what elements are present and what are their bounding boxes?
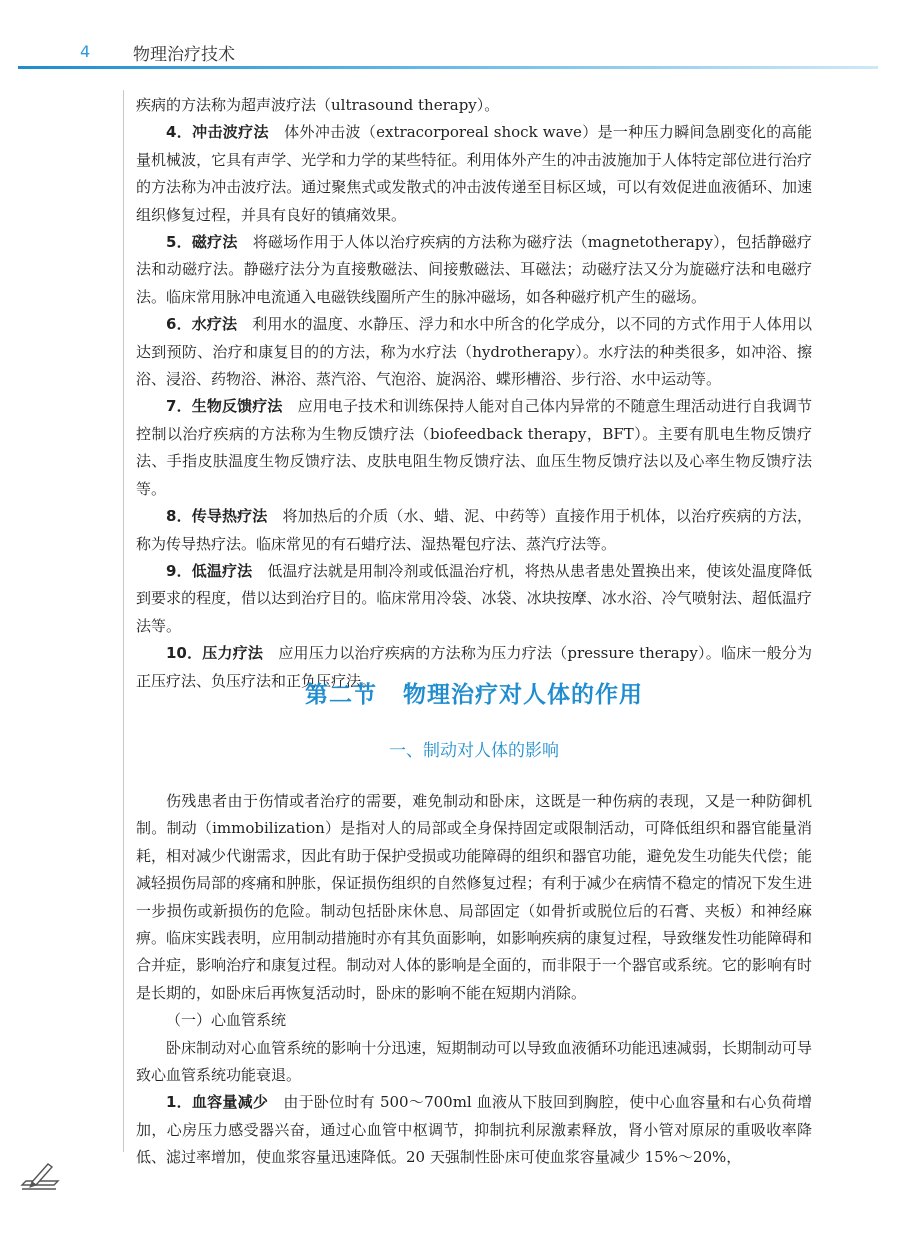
pen-on-paper-icon [18,1158,62,1192]
paragraph-conductive-heat [136,503,812,558]
header-rule [18,66,878,69]
text-biofeedback: 应用电子技术和训练保持人能对自己体内异常的不随意生理活动进行自我调节控制以治疗疾病的方法称为生物反馈疗法（biofeedback therapy，BFT）。主要有肌电生物反馈疗法、手指皮肤温度生物反馈疗法、皮肤电阻生物反馈疗法、血压生物反馈疗法以及心率生物反馈疗法等。 [136,397,812,498]
text-conductive-heat: 将加热后的介质（水、蜡、泥、中药等）直接作用于机体，以治疗疾病的方法，称为传导热疗法。临床常见的有石蜡疗法、湿热罨包疗法、蒸汽疗法等。 [136,507,812,553]
page-header [0,0,900,68]
intro-paragraph: 伤残患者由于伤情或者治疗的需要，难免制动和卧床，这既是一种伤病的表现，又是一种防御机制。制动（immobilization）是指对人的局部或全身保持固定或限制活动，可降低组织和器官能量消耗，相对减少代谢需求，因此有助于保护受损或功能障碍的组织和器官功能，避免发生功能失代偿；能减轻损伤局部的疼痛和肿胀，保证损伤组织的自然修复过程；有利于减少在病情不稳定的情况下发生进一步损伤或新损伤的危险。制动包括卧床休息、局部固定（如骨折或脱位后的石膏、夹板）和神经麻痹。临床实践表明，应用制动措施时亦有其负面影响，如影响疾病的康复过程，导致继发性功能障碍和合并症，影响治疗和康复过程。制动对人体的影响是全面的，而非限于一个器官或系统。它的影响有时是长期的，如卧床后再恢复活动时，卧床的影响不能在短期内消除。 [136,792,812,1002]
blood-volume-paragraph [136,1089,812,1171]
section-heading [136,676,812,709]
text-blood-volume: 由于卧位时有 500～700ml 血液从下肢回到胸腔，使中心血容量和右心负荷增加，心房压力感受器兴奋，通过心血管中枢调节，抑制抗利尿激素释放，肾小管对原尿的重吸收率降低、滤过率增加，使血浆容量迅速降低。20 天强制性卧床可使血浆容量减少 15%～20%， [136,1093,812,1167]
body-text-block [136,788,812,1172]
paragraph-biofeedback [136,393,812,503]
paragraph-shockwave [136,119,812,229]
paragraph-hydrotherapy [136,311,812,393]
section-number: 第二节 [305,682,377,708]
text-magnetotherapy: 将磁场作用于人体以治疗疾病的方法称为磁疗法（magnetotherapy），包括静磁疗法和动磁疗法。静磁疗法分为直接敷磁法、间接敷磁法、耳磁法；动磁疗法又分为旋磁疗法和电磁疗法。临床常用脉冲电流通入电磁铁线圈所产生的脉冲磁场，如各种磁疗机产生的磁场。 [136,233,813,306]
margin-rule [123,90,124,1152]
term-shockwave: 4．冲击波疗法 [166,123,269,142]
term-pressure-therapy: 10．压力疗法 [166,644,264,663]
running-title: 物理治疗技术 [133,45,235,65]
text-shockwave: 体外冲击波（extracorporeal shock wave）是一种压力瞬间急剧变化的高能量机械波，它具有声学、光学和力学的某些特征。利用体外产生的冲击波施加于人体特定部位进行治疗的方法称为冲击波疗法。通过聚焦式或发散式的冲击波传递至目标区域，可以有效促进血液循环、加速组织修复过程，并具有良好的镇痛效果。 [136,123,812,224]
section-title: 物理治疗对人体的作用 [403,682,643,708]
term-biofeedback: 7．生物反馈疗法 [166,397,283,416]
top-text-block [136,92,812,695]
term-conductive-heat: 8．传导热疗法 [166,507,268,526]
text-hydrotherapy: 利用水的温度、水静压、浮力和水中所含的化学成分，以不同的方式作用于人体用以达到预防、治疗和康复目的的方法，称为水疗法（hydrotherapy）。水疗法的种类很多，如冲浴、擦浴、浸浴、药物浴、淋浴、蒸汽浴、气泡浴、旋涡浴、蝶形槽浴、步行浴、水中运动等。 [136,315,812,389]
paragraph-cryotherapy [136,558,812,640]
text-pressure-therapy: 应用压力以治疗疾病的方法称为压力疗法（pressure therapy）。临床一般分为正压疗法、负压疗法和正负压疗法。 [136,644,813,690]
subsection-heading: 一、制动对人体的影响 [389,741,559,761]
page-number: 4 [80,42,91,61]
cardiovascular-heading: （一）心血管系统 [166,1011,287,1030]
continuation-paragraph: 疾病的方法称为超声波疗法（ultrasound therapy）。 [136,96,500,114]
term-magnetotherapy: 5．磁疗法 [166,233,238,252]
term-hydrotherapy: 6．水疗法 [166,315,238,334]
cardiovascular-paragraph: 卧床制动对心血管系统的影响十分迅速，短期制动可以导致血液循环功能迅速减弱，长期制动可导致心血管系统功能衰退。 [136,1038,812,1085]
term-cryotherapy: 9．低温疗法 [166,561,253,580]
term-blood-volume: 1．血容量减少 [166,1093,269,1112]
text-cryotherapy: 低温疗法就是用制冷剂或低温治疗机，将热从患者患处置换出来，使该处温度降低到要求的程度，借以达到治疗目的。临床常用冷袋、冰袋、冰块按摩、冰水浴、冷气喷射法、超低温疗法等。 [136,561,812,635]
paragraph-magnetotherapy [136,229,812,311]
